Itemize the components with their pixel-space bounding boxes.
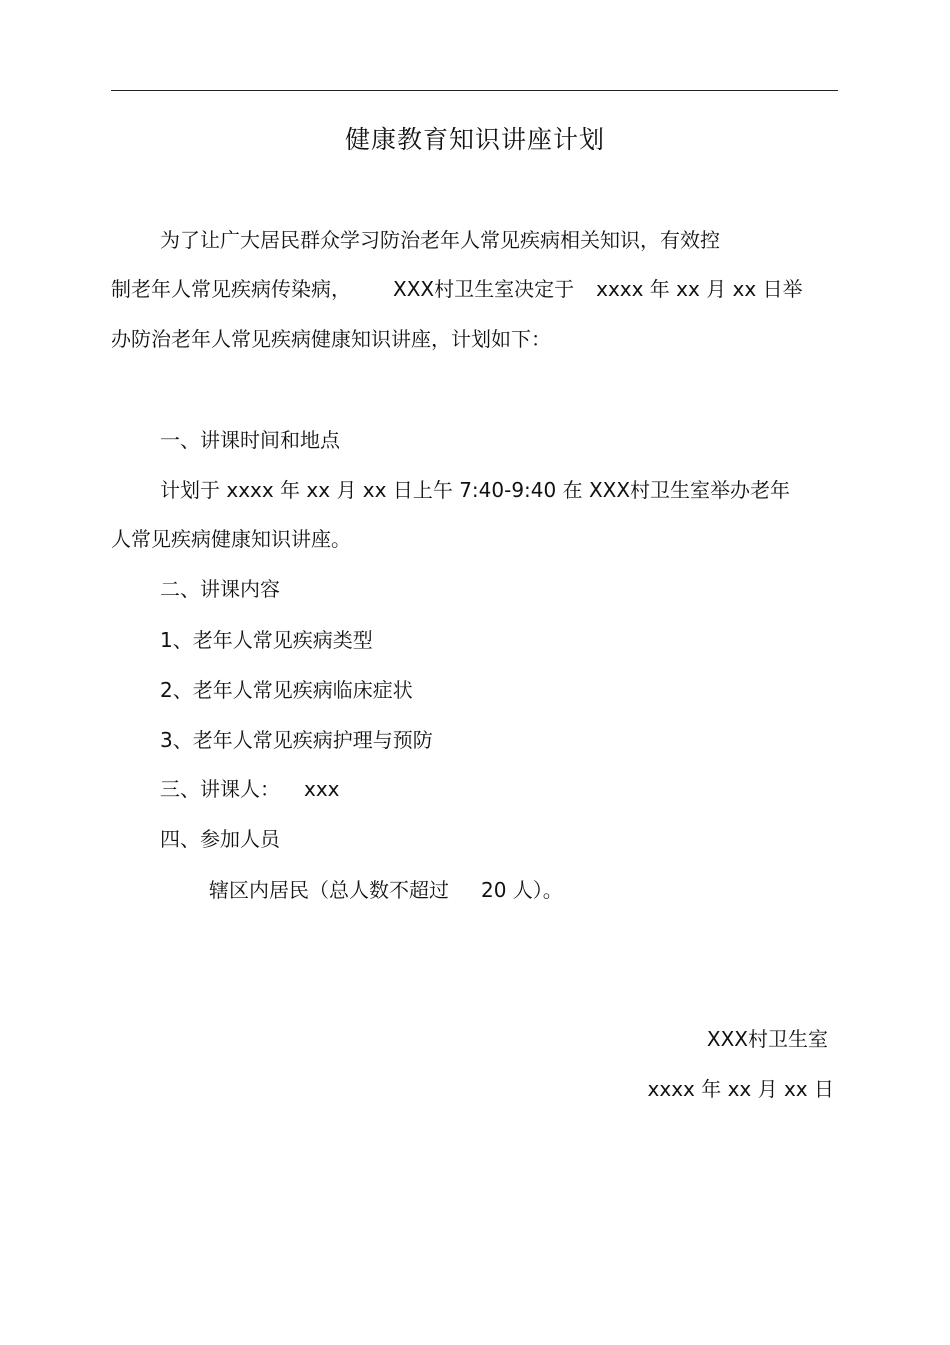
document-title: 健康教育知识讲座计划 [344, 125, 605, 154]
header-rule [111, 90, 838, 91]
section-3-line [160, 774, 340, 804]
section-1-line-2: 人常见疾病健康知识讲座。 [111, 527, 351, 551]
section-4-line [209, 875, 563, 905]
list-item: 1、老年人常见疾病类型 [160, 628, 373, 652]
section-4-line-b: 20 人）。 [481, 878, 563, 902]
intro-line-2-b: XXX村卫生室决定于 [393, 277, 575, 301]
section-4-line-a: 辖区内居民（总人数不超过 [209, 878, 449, 902]
intro-line-2-a: 制老年人常见疾病传染病， [111, 277, 351, 301]
intro-line-3: 办防治老年人常见疾病健康知识讲座，计划如下： [111, 327, 551, 351]
section-2-heading: 二、讲课内容 [160, 577, 280, 601]
signature-date: xxxx 年 xx 月 xx 日 [647, 1077, 834, 1101]
section-4-heading: 四、参加人员 [160, 827, 280, 851]
intro-line-1: 为了让广大居民群众学习防治老年人常见疾病相关知识，有效控 [160, 228, 720, 252]
intro-line-2-c: xxxx 年 xx 月 xx 日举 [596, 277, 803, 301]
section-1-line-1: 计划于 xxxx 年 xx 月 xx 日上午 7:40-9:40 在 XXX村卫生室举办老年 [160, 478, 791, 502]
signature-org: XXX村卫生室 [706, 1027, 828, 1051]
section-3-label: 三、讲课人： [160, 777, 280, 801]
section-3-value: xxx [304, 777, 340, 801]
list-item: 3、老年人常见疾病护理与预防 [160, 728, 433, 752]
intro-line-2 [111, 274, 803, 304]
list-item: 2、老年人常见疾病临床症状 [160, 678, 413, 702]
section-1-heading: 一、讲课时间和地点 [160, 428, 340, 452]
